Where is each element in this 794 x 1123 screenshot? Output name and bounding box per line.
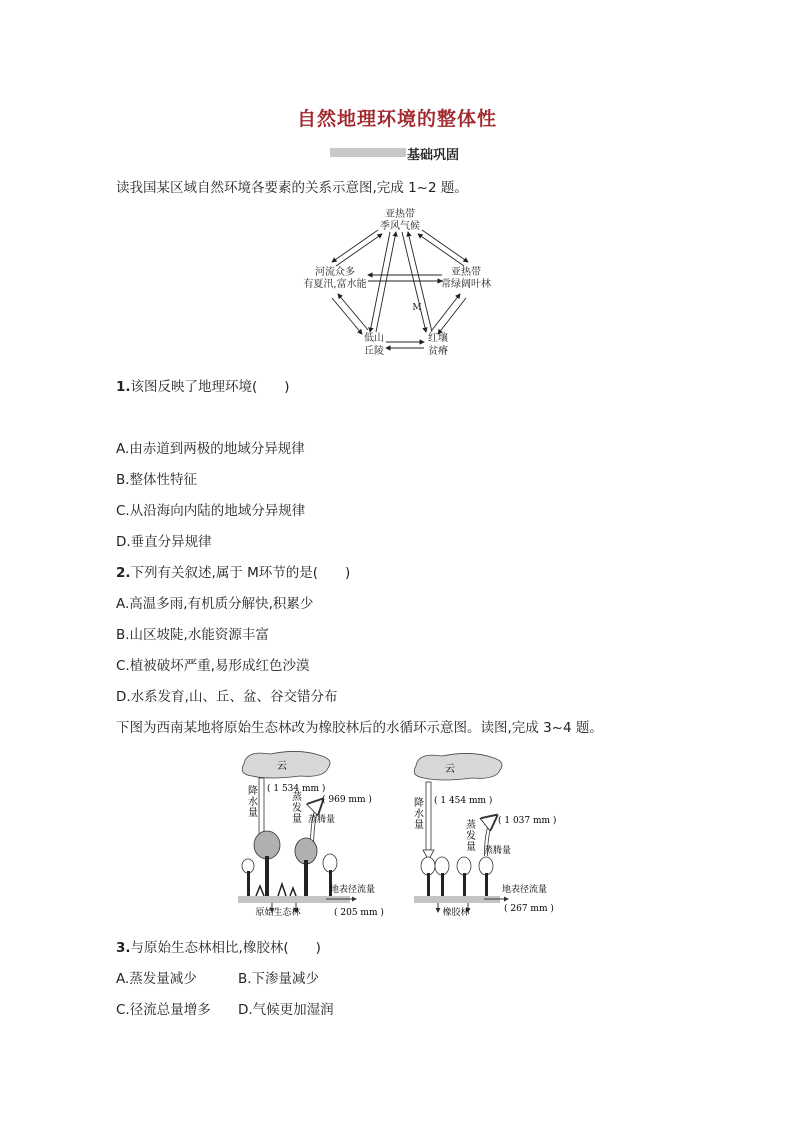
- intro-1: 读我国某区域自然环境各要素的关系示意图,完成 1~2 题。: [116, 180, 468, 196]
- left-runoff-value: ( 205 mm ): [334, 908, 384, 918]
- element-relationship-diagram: [290, 204, 510, 364]
- node-river-l2: 有夏汛,富水能: [303, 279, 367, 290]
- left-runoff-label: 地表径流量: [330, 885, 376, 895]
- intro-2: 下图为西南某地将原始生态林改为橡胶林后的水循环示意图。读图,完成 3~4 题。: [116, 720, 603, 736]
- question-1: [116, 375, 290, 395]
- question-3-text: 与原始生态林相比,橡胶林( ): [130, 940, 321, 956]
- right-runoff-label: 地表径流量: [502, 885, 548, 895]
- node-landform-l1: 低山: [364, 333, 384, 344]
- left-transp-label: 蒸腾量: [308, 815, 336, 825]
- q1-option-c: C.从沿海向内陆的地域分异规律: [116, 503, 306, 519]
- node-vegetation-l1: 亚热带: [451, 267, 481, 278]
- cloud-icon: [414, 753, 502, 780]
- right-precip-char-3: 量: [414, 820, 424, 831]
- question-1-number: 1.: [116, 379, 131, 395]
- q2-option-a: A.高温多雨,有机质分解快,积累少: [116, 596, 314, 612]
- right-panel: [414, 753, 556, 918]
- left-forest-trees: [242, 831, 337, 896]
- left-precip-char-3: 量: [248, 808, 258, 819]
- node-climate-l2: 季风气候: [380, 221, 420, 232]
- right-precip-char-2: 水: [414, 809, 424, 820]
- node-climate-l1: 亚热带: [385, 209, 415, 220]
- right-forest-label: 橡胶林: [442, 908, 470, 918]
- left-evap-char-2: 发: [292, 803, 302, 814]
- node-river-l1: 河流众多: [315, 267, 355, 278]
- question-3-number: 3.: [116, 940, 131, 956]
- q3-option-d: D.气候更加湿润: [238, 1002, 334, 1018]
- right-evap-char-1: 蒸: [466, 820, 476, 831]
- left-precip-char-1: 降: [248, 786, 258, 797]
- m-label: M: [412, 303, 422, 313]
- right-evap-char-2: 发: [466, 831, 476, 842]
- right-transp-label: 蒸腾量: [484, 846, 512, 856]
- right-rubber-trees: [421, 857, 493, 896]
- right-precip-label: [414, 796, 427, 831]
- question-1-text: 该图反映了地理环境( ): [130, 379, 290, 395]
- left-evap-label: [292, 790, 305, 825]
- section-label: 基础巩固: [407, 148, 460, 163]
- q3-option-a: A.蒸发量减少: [116, 971, 197, 987]
- node-vegetation-l2: 常绿阔叶林: [441, 279, 491, 290]
- right-evap-char-3: 量: [466, 842, 476, 853]
- q2-option-d: D.水系发育,山、丘、盆、谷交错分布: [116, 689, 338, 705]
- node-soil-l1: 红壤: [428, 333, 448, 344]
- right-precip-char-1: 降: [414, 798, 424, 809]
- right-runoff-value: ( 267 mm ): [504, 904, 554, 914]
- section-bar: [330, 148, 406, 157]
- left-evap-char-3: 量: [292, 814, 302, 825]
- q3-option-b: B.下渗量减少: [238, 971, 320, 987]
- question-2: [116, 561, 350, 581]
- page-title: 自然地理环境的整体性: [296, 108, 497, 130]
- node-landform-l2: 丘陵: [364, 346, 384, 357]
- left-evap-value: ( 969 mm ): [322, 795, 372, 805]
- left-panel: [238, 751, 384, 918]
- water-cycle-diagram: [230, 748, 570, 920]
- question-3: [116, 936, 321, 956]
- right-evap-value: ( 1 037 mm ): [498, 816, 557, 826]
- q3-option-c: C.径流总量增多: [116, 1002, 211, 1018]
- right-precip-value: ( 1 454 mm ): [434, 796, 493, 806]
- node-soil-l2: 贫瘠: [428, 346, 448, 357]
- right-evap-label: [466, 818, 479, 853]
- q1-option-d: D.垂直分异规律: [116, 534, 212, 550]
- left-forest-label: 原始生态林: [255, 908, 301, 918]
- q2-option-b: B.山区坡陡,水能资源丰富: [116, 627, 269, 643]
- q2-option-c: C.植被破坏严重,易形成红色沙漠: [116, 658, 310, 674]
- left-precip-value: ( 1 534 mm ): [267, 784, 326, 794]
- left-precip-char-2: 水: [248, 797, 258, 808]
- q1-option-a: A.由赤道到两极的地域分异规律: [116, 441, 305, 457]
- left-evap-char-1: 蒸: [292, 792, 302, 803]
- question-2-number: 2.: [116, 565, 131, 581]
- q1-option-b: B.整体性特征: [116, 472, 198, 488]
- question-2-text: 下列有关叙述,属于 M环节的是( ): [130, 565, 351, 581]
- right-cloud-label: 云: [445, 764, 455, 775]
- left-cloud-label: 云: [277, 761, 287, 772]
